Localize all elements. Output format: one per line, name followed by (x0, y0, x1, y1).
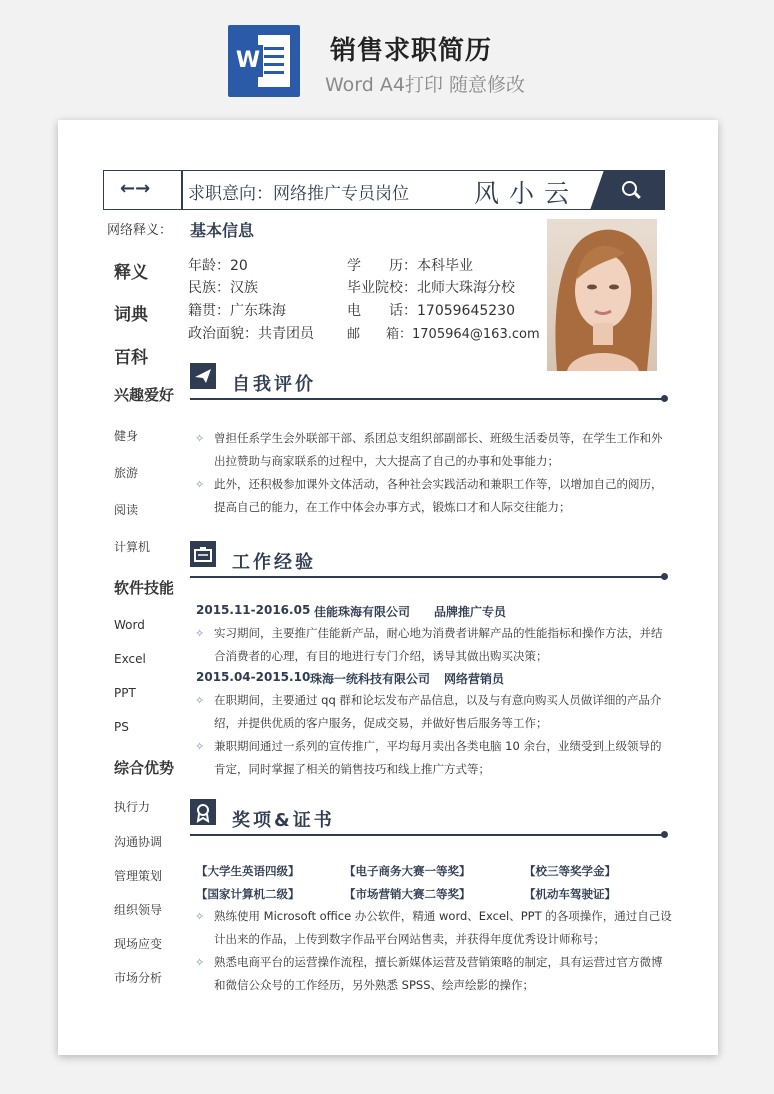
sidebar-item: 阅读 (114, 503, 139, 517)
job-item: 在职期间，主要通过 qq 群和论坛发布产品信息，以及与有意向购买人员做详细的产品介绍，并提供优质的客户服务，促成交易，并做好售后服务等工作； (214, 693, 662, 730)
section-divider (190, 576, 664, 578)
info-school: 毕业院校：北师大珠海分校 (347, 280, 515, 296)
bullet-icon: ✧ (195, 627, 205, 640)
sidebar-item: 计算机 (114, 540, 151, 554)
section-divider (190, 398, 664, 400)
job-item: 实习期间，主要推广佳能新产品，耐心地为消费者讲解产品的性能指标和操作方法，并结合消费者的心理，有目的地进行专门介绍，诱导其做出购买决策； (214, 626, 663, 663)
sidebar-item: 沟通协调 (114, 835, 163, 849)
info-phone: 电 话：17059645230 (347, 303, 515, 319)
job-company: 佳能珠海有限公司 (314, 605, 411, 619)
sidebar-item: Excel (114, 652, 146, 666)
bullet-icon: ✧ (195, 432, 205, 445)
sidebar-item: 管理策划 (114, 869, 163, 883)
job-period: 2015.04-2015.10 (196, 670, 311, 684)
bullet-icon: ✧ (195, 740, 205, 753)
sidebar-item: PPT (114, 686, 136, 700)
paper-plane-icon (190, 363, 216, 389)
job-intent: 求职意向：网络推广专员岗位 (188, 184, 409, 204)
award-badge: 【机动车驾驶证】 (524, 887, 616, 901)
sidebar-item: 健身 (114, 429, 139, 443)
info-age: 年龄：20 (188, 258, 248, 274)
banner-subtitle: Word A4打印 随意修改 (325, 74, 526, 96)
sidebar-item: PS (114, 720, 129, 734)
sidebar-item: Word (114, 618, 145, 632)
info-ethnicity: 民族：汉族 (188, 280, 258, 296)
info-politics: 政治面貌：共青团员 (188, 326, 314, 342)
award-item: 熟练使用 Microsoft office 办公软件，精通 word、Excel、PPT 的各项操作，通过自己设计出来的作品，上传到数字作品平台网站售卖，并获得年度优秀设计师称号； (214, 909, 672, 946)
job-period: 2015.11-2016.05 (196, 603, 311, 617)
section-title-self-eval: 自我评价 (232, 374, 316, 395)
sidebar-label: 网络释义： (107, 223, 173, 238)
award-item: 熟悉电商平台的运营操作流程，擅长新媒体运营及营销策略的制定，具有运营过官方微博和微信公众号的工作经历，另外熟悉 SPSS、绘声绘影的操作； (214, 955, 663, 992)
section-title-work: 工作经验 (232, 552, 316, 573)
award-badge: 【大学生英语四级】 (196, 864, 300, 878)
sidebar-item: 执行力 (114, 800, 151, 814)
bullet-icon: ✧ (195, 694, 205, 707)
job-role: 品牌推广专员 (434, 605, 507, 619)
sidebar-link[interactable]: 词典 (114, 305, 148, 325)
sidebar-category: 综合优势 (114, 759, 175, 777)
search-icon[interactable] (622, 181, 637, 196)
job-role: 网络营销员 (444, 672, 505, 686)
briefcase-icon (190, 541, 216, 567)
divider-dot (661, 573, 668, 580)
section-title-awards: 奖项&证书 (232, 810, 335, 831)
bullet-icon: ✧ (195, 956, 205, 969)
sidebar-link[interactable]: 释义 (114, 263, 148, 283)
bullet-icon: ✧ (195, 910, 205, 923)
sidebar-item: 组织领导 (114, 903, 163, 917)
info-hometown: 籍贯：广东珠海 (188, 303, 286, 319)
info-education: 学 历：本科毕业 (347, 258, 473, 274)
award-badge: 【电子商务大赛一等奖】 (344, 864, 471, 878)
self-eval-item: 曾担任系学生会外联部干部、系团总支组织部副部长、班级生活委员等，在学生工作和外出拉赞助与商家联系的过程中，大大提高了自己的办事和处事能力； (214, 431, 663, 468)
award-badge: 【市场营销大赛二等奖】 (344, 887, 471, 901)
sidebar-category: 软件技能 (114, 579, 175, 597)
sidebar-category: 兴趣爱好 (114, 386, 175, 404)
profile-photo (547, 219, 657, 371)
header-divider (181, 170, 183, 210)
self-eval-item: 此外，还积极参加课外文体活动，各种社会实践活动和兼职工作等，以增加自己的阅历，提高自己的能力，在工作中体会办事方式，锻炼口才和人际交往能力； (214, 477, 663, 514)
section-divider (190, 834, 664, 836)
award-icon (190, 799, 216, 825)
job-item: 兼职期间通过一系列的宣传推广，平均每月卖出各类电脑 10 余台，业绩受到上级领导的肯定，同时掌握了相关的销售技巧和线上推广方式等； (214, 739, 662, 776)
banner-title: 销售求职简历 (330, 36, 493, 66)
candidate-name: 风小云 (474, 179, 580, 208)
sidebar-link[interactable]: 百科 (114, 348, 148, 368)
job-company: 珠海一统科技有限公司 (310, 672, 431, 686)
award-badge: 【校三等奖学金】 (524, 864, 616, 878)
sidebar-item: 现场应变 (114, 937, 163, 951)
divider-dot (661, 395, 668, 402)
section-title-basic: 基本信息 (190, 221, 255, 240)
arrows-icon: ←→ (120, 178, 151, 199)
award-badge: 【国家计算机二级】 (196, 887, 300, 901)
info-email: 邮 箱：1705964@163.com (347, 327, 540, 342)
word-app-icon: W (228, 25, 300, 97)
bullet-icon: ✧ (195, 478, 205, 491)
divider-dot (661, 831, 668, 838)
sidebar-item: 市场分析 (114, 971, 163, 985)
sidebar-item: 旅游 (114, 466, 139, 480)
